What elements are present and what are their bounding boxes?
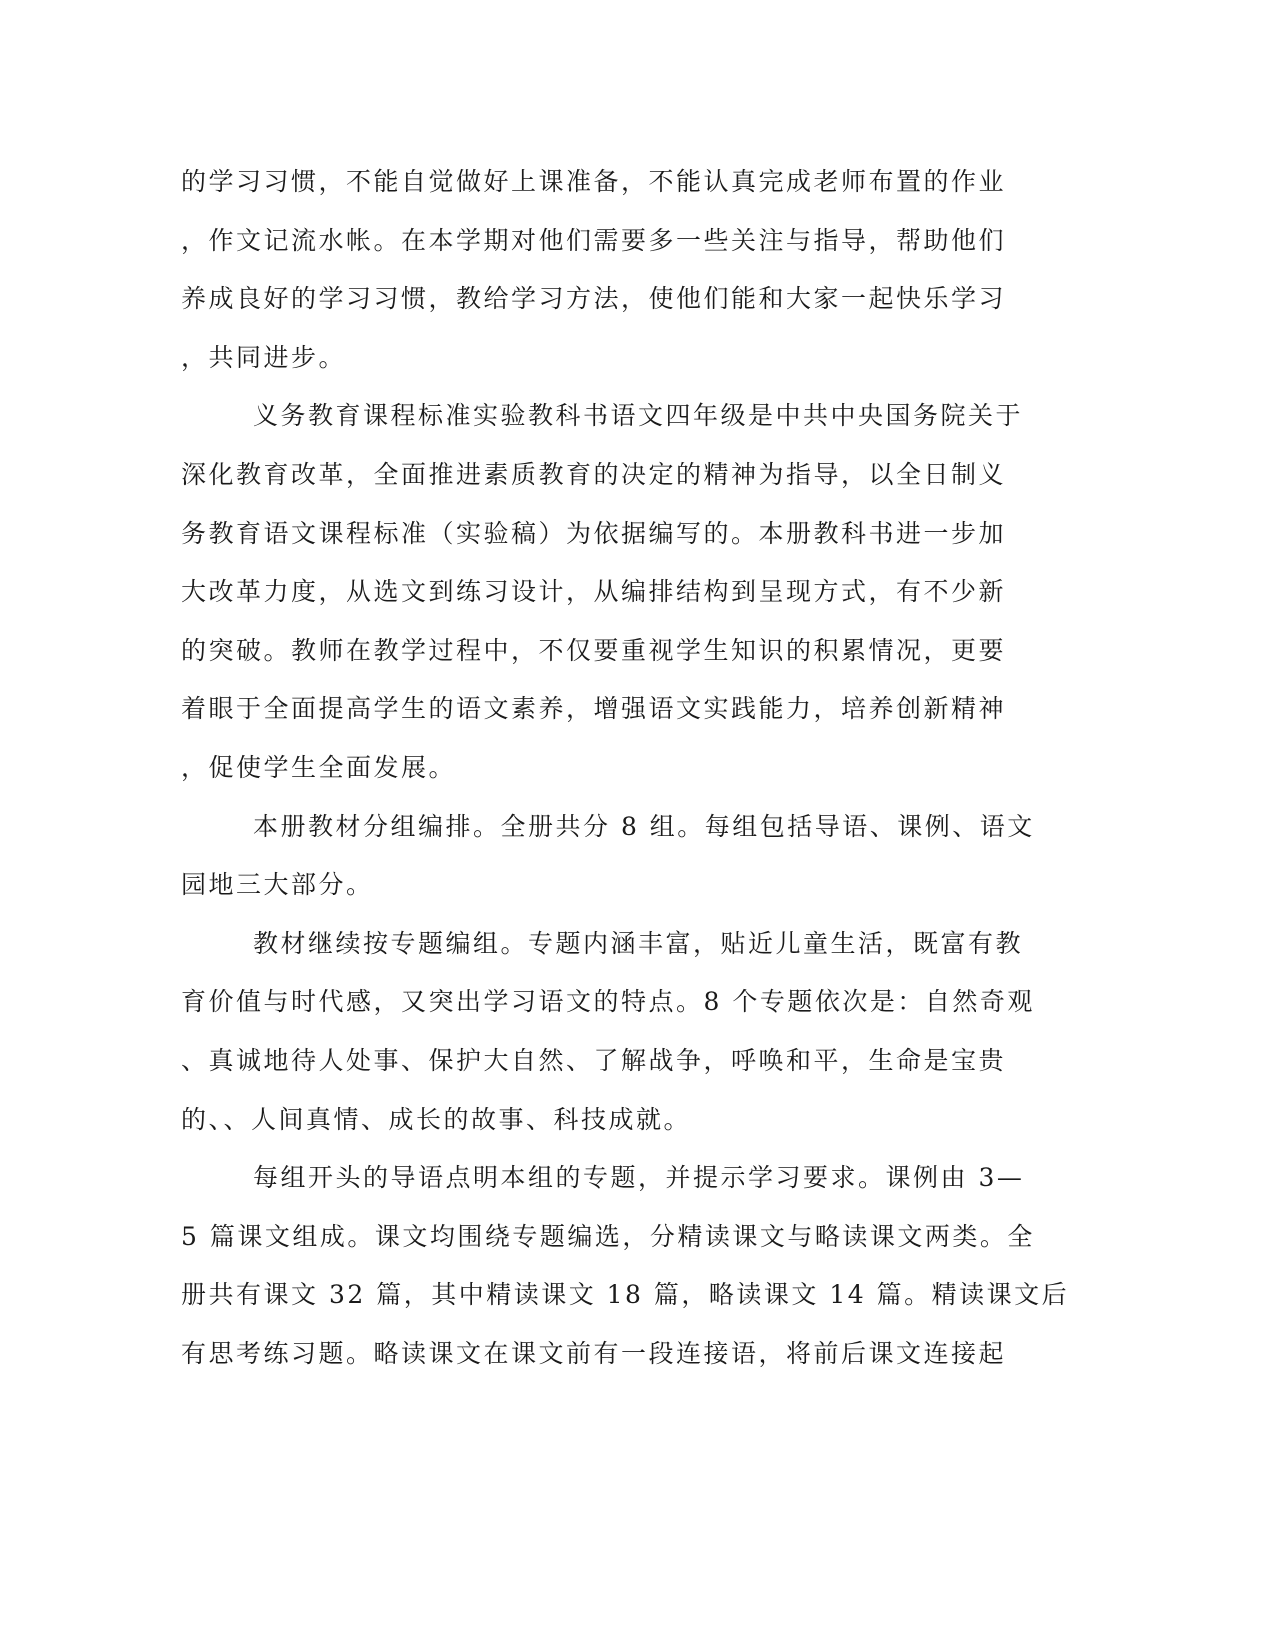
text-line: 务教育语文课程标准（实验稿）为依据编写的。本册教科书进一步加 (181, 518, 1007, 548)
paragraph-first-line: 本册教材分组编排。全册共分 8 组。每组包括导语、课例、语文 (253, 811, 1035, 841)
text-line: 着眼于全面提高学生的语文素养，增强语文实践能力，培养创新精神 (181, 694, 1007, 724)
text-line: ，作文记流水帐。在本学期对他们需要多一些关注与指导，帮助他们 (181, 225, 1007, 255)
text-line: 的突破。教师在教学过程中，不仅要重视学生知识的积累情况，更要 (181, 635, 1007, 665)
paragraph-first-line: 每组开头的导语点明本组的专题，并提示学习要求。课例由 3— (253, 1163, 1025, 1193)
text-line: 育价值与时代感，又突出学习语文的特点。8 个专题依次是：自然奇观 (181, 987, 1035, 1017)
text-line: 的、、人间真情、成长的故事、科技成就。 (181, 1104, 692, 1134)
body-text (181, 153, 1070, 1383)
text-line: 册共有课文 32 篇，其中精读课文 18 篇，略读课文 14 篇。精读课文后 (181, 1280, 1070, 1310)
paragraph-first-line: 义务教育课程标准实验教科书语文四年级是中共中央国务院关于 (253, 401, 1024, 431)
paragraph-first-line: 教材继续按专题编组。专题内涵丰富，贴近儿童生活，既富有教 (253, 928, 1024, 958)
text-line: ，共同进步。 (181, 342, 347, 372)
text-line: 园地三大部分。 (181, 870, 374, 900)
text-line: 大改革力度，从选文到练习设计，从编排结构到呈现方式，有不少新 (181, 577, 1007, 607)
text-line: ，促使学生全面发展。 (181, 752, 457, 782)
text-line: 有思考练习题。略读课文在课文前有一段连接语，将前后课文连接起 (181, 1338, 1007, 1368)
text-line: 、真诚地待人处事、保护大自然、了解战争，呼唤和平，生命是宝贵 (181, 1045, 1007, 1075)
text-line: 养成良好的学习习惯，教给学习方法，使他们能和大家一起快乐学习 (181, 284, 1007, 314)
text-line: 5 篇课文组成。课文均围绕专题编选，分精读课文与略读课文两类。全 (181, 1221, 1035, 1251)
text-line: 的学习习惯，不能自觉做好上课准备，不能认真完成老师布置的作业 (181, 167, 1007, 196)
text-line: 深化教育改革，全面推进素质教育的决定的精神为指导，以全日制义 (181, 459, 1007, 489)
